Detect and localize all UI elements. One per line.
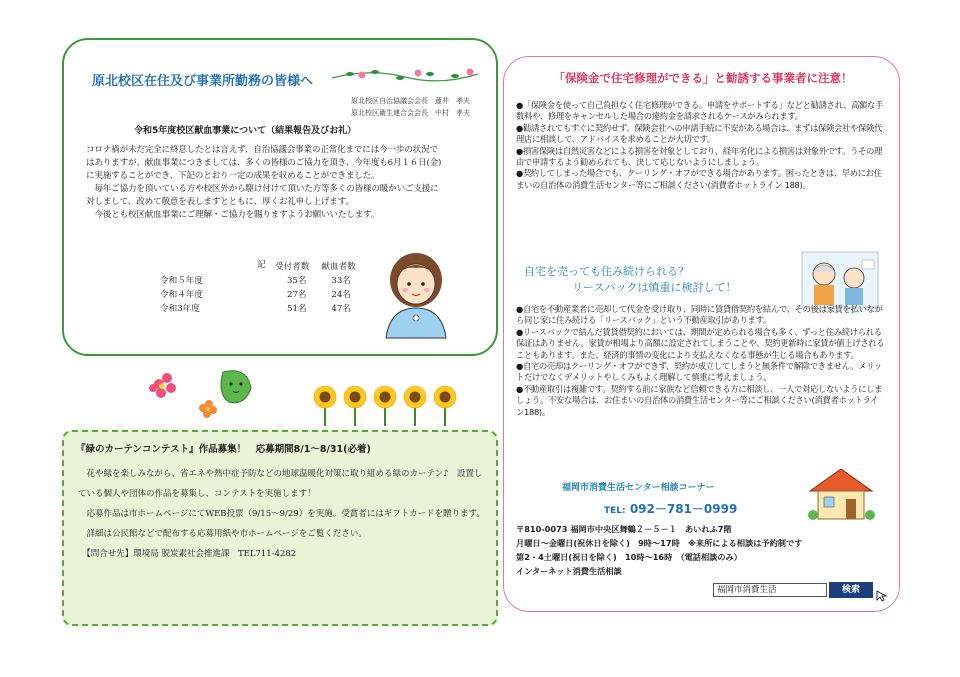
- house-illustration: [806, 465, 876, 521]
- address-block: 〒810-0073 福岡市中央区舞鶴２－５－１ あいれふ7階 月曜日～金曜日(祝休日を除く) 9時～17時 ※来所による相談は予約制です 第2・4土曜日(祝日を除く) 10時～16時 （電話相談のみ） インターネット消費生活相談: [516, 524, 803, 576]
- contest-title: 『緑のカーテンコンテスト』作品募集！ 応募期間8/1～8/31(必着): [76, 444, 371, 455]
- table-row: 令和４年度 27名 24名: [160, 290, 351, 300]
- warning-title: 「保険金で住宅修理ができる」と勧誘する事業者に注意！: [553, 71, 853, 85]
- ki-label: 記: [257, 260, 266, 270]
- nurse-girl-illustration: [380, 250, 452, 340]
- sunflower-row-decoration: [310, 384, 460, 426]
- search-button[interactable]: 検索: [829, 582, 873, 598]
- flower-vine-decoration: [330, 64, 480, 86]
- flower-leaf-decoration: [145, 364, 255, 420]
- table-header: 受付者数 献血者数: [274, 262, 356, 272]
- contest-body: 花や緑を楽しみながら、省エネや熱中症予防などの地球温暖化対策に取り組める緑のカーテン♪ 設置している個人や団体の作品を募集し、コンテストを実施します！ 応募作品は市ホームページにてWEB投票（9/15～9/29）を実施。受賞者にはギフトカードを贈ります。 詳細は公民館などで配布する応募用紙や市ホームページをご覧ください。 【問合せ先】環境局 脱炭素社会推進課 TEL711-4282: [78, 464, 486, 564]
- signer-2: 原北校区衛生連合会会長 中村 孝夫: [351, 109, 470, 117]
- cursor-icon: [876, 590, 888, 602]
- table-row: 令和５年度 35名 33名: [160, 276, 351, 286]
- table-row: 令和3年度 51名 47名: [160, 304, 351, 314]
- hotline-phone: TEL: 092－781－0999: [604, 502, 738, 516]
- hotline-title: 福岡市消費生活センター相談コーナー: [562, 483, 715, 493]
- insurance-warning-body: ●「保険金を使って自己負担なく住宅修理ができる。申請をサポートする」などと勧誘され、高額な手数料や、修理をキャンセルした場合の違約金を請求されるケースがみられます。 ●勧誘されてもすぐに契約せず、保険会社への申請手続に不安がある場合は、まずは保険会社や保険代理店に相談して、アドバイスを求めることが大切です。 ●損害保険は自然災害などによる損害を対象としており、経年劣化による損害は対象外です。うその理由で申請するよう勧められても、決して応じないようにしましょう。 ●契約してしまった場合でも、クーリング・オフができる場合があります。困ったときは、早めにお住まいの自治体の消費生活センター等にご相談ください(消費者ホットライン 188)。: [516, 100, 884, 190]
- report-title: 令和5年度校区献血事業について（結果報告及びお礼）: [134, 126, 357, 136]
- panel-title: 原北校区在住及び事業所勤務の皆様へ: [92, 74, 314, 89]
- donation-table: [160, 259, 368, 315]
- report-body: コロナ禍が未だ完全に終息したとは言えず、自治協議会事業の正常化までには今一歩の状況ではありますが、献血事業につきましては、多くの皆様のご協力を頂き、今年度も6月１６日(金)に実施することができ、下記のとおり一定の成果を収めることができました。 毎年ご協力を頂いている方や校区外から駆け付けて頂いた方等多くの皆様の暖かいご支援に対しまして、改めて敬意を表しますとともに、厚くお礼申し上げます。 今後とも校区献血事業にご理解・ご協力を賜りますようお願いいたします。: [86, 145, 442, 220]
- signer-1: 原北校区自治協議会会長 蓮井 孝夫: [351, 97, 470, 105]
- elderly-couple-illustration: [800, 250, 880, 310]
- search-input[interactable]: 福岡市消費生活: [713, 583, 827, 597]
- leaseback-body: ●自宅を不動産業者に売却して代金を受け取り、同時に賃貸借契約を結んで、その後は家賃を払いながら同じ家に住み続ける「リースバック」という不動産取引があります。 ●リースバックで結んだ賃貸借契約においては、期間が定められる場合も多く、ずっと住み続けられる保証はありません。家賃が相場より高額に設定されてしまうことや、契約更新時に家賃が値上げされることもあります。また、経済的事情の変化により支払えなくなる事態が生じる場合もあります。 ●自宅の売却はクーリング・オフができず、契約が成立してしまうと無条件で解除できません。メリットだけでなくデメリットやしくみもよく理解して慎重に考えましょう。 ●不動産取引は複雑です。契約する前に家族など信頼できる方に相談し、一人で対応しないようにしましょう。不安な場合は、お住まいの自治体の消費生活センター等にご相談ください(消費者ホットライン188)。: [516, 304, 885, 417]
- contact-line: 【問合せ先】環境局 脱炭素社会推進課 TEL711-4282: [78, 549, 297, 559]
- leaseback-subtitle: 自宅を売っても住み続けられる？ リースバックは慎重に検討して！: [524, 265, 737, 294]
